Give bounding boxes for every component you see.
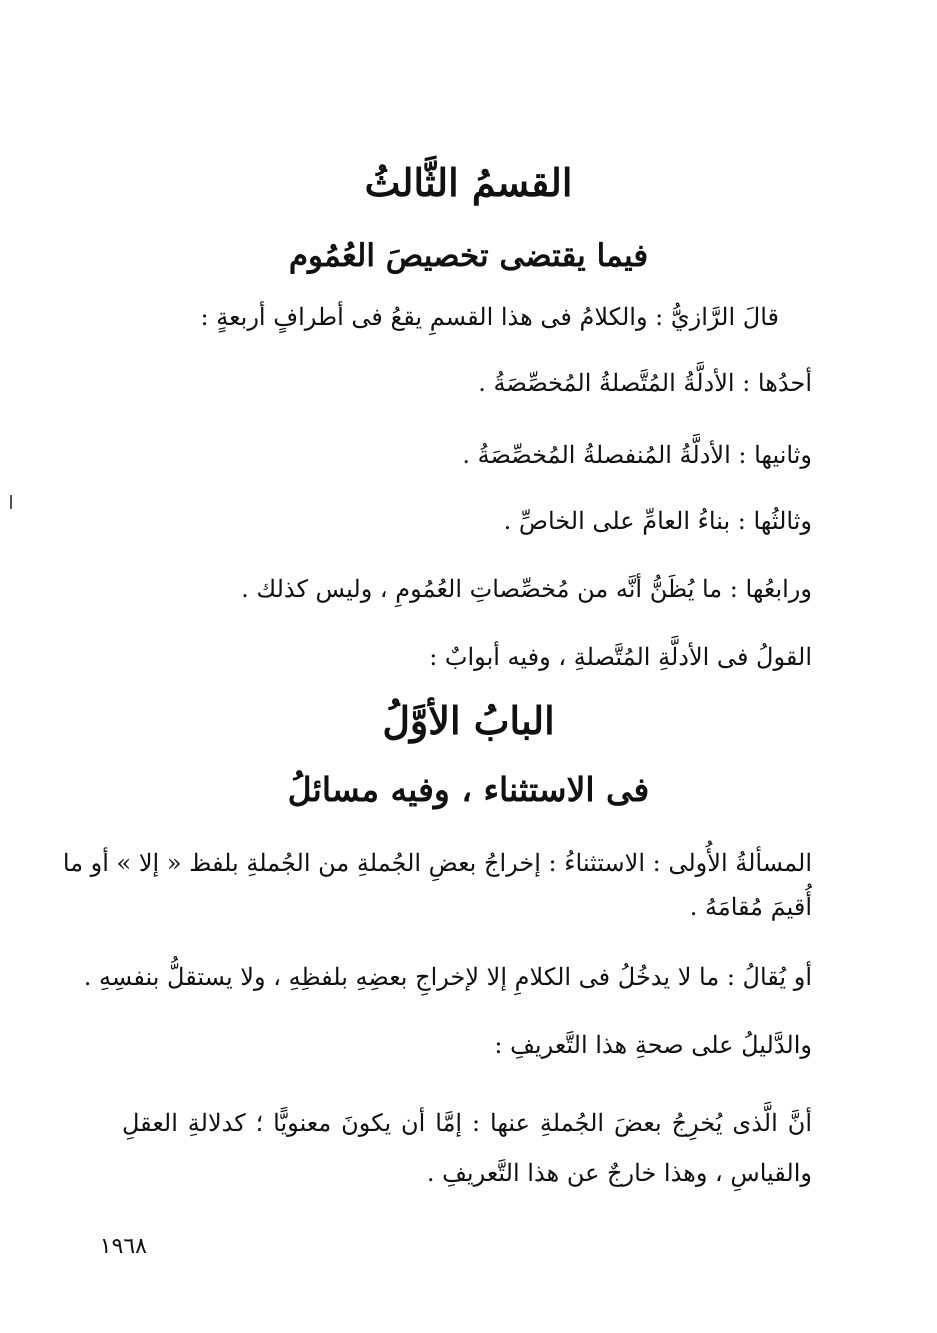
alternative-definition: أو يُقالُ : ما لا يدخُلُ فى الكلامِ إلا لإخراجِ بعضِهِ بلفظِهِ ، ولا يستقلُّ بنفسِهِ . bbox=[83, 963, 812, 991]
list-item-third: وثالثُها : بناءُ العامِّ على الخاصِّ . bbox=[503, 507, 812, 535]
part-subtitle: فيما يقتضى تخصيصَ العُمُوم bbox=[288, 238, 649, 274]
chapter-subtitle: فى الاستثناء ، وفيه مسائلُ bbox=[287, 770, 650, 809]
chapter-title: البابُ الأوَّلُ bbox=[382, 698, 555, 743]
issue-definition-line-1: المسألةُ الأُولى : الاستثناءُ : إخراجُ بعضِ الجُملةِ من الجُملةِ بلفظ « إلا » أو ما bbox=[62, 849, 812, 877]
scan-edge-mark bbox=[10, 495, 12, 509]
list-item-first: أحدُها : الأدلَّةُ المُتَّصلةُ المُخصِّصَةُ . bbox=[478, 369, 812, 397]
proof-line-2: والقياسِ ، وهذا خارجٌ عن هذا التَّعريفِ . bbox=[426, 1159, 812, 1187]
issue-definition-line-2: أُقيمَ مُقامَهُ . bbox=[689, 893, 812, 921]
list-item-second: وثانيها : الأدلَّةُ المُنفصلةُ المُخصِّصَةُ . bbox=[462, 441, 812, 469]
proof-intro: والدَّليلُ على صحةِ هذا التَّعريفِ : bbox=[494, 1031, 812, 1059]
proof-line-1: أنَّ الَّذى يُخرِجُ بعضَ الجُملةِ عنها : إمَّا أن يكونَ معنويًّا ؛ كدلالةِ العقلِ bbox=[122, 1109, 812, 1137]
page-number: ١٩٦٨ bbox=[99, 1234, 147, 1259]
list-item-fourth: ورابعُها : ما يُظَنُّ أنَّه من مُخصِّصاتِ العُمُومِ ، وليس كذلك . bbox=[241, 575, 812, 603]
transition-line: القولُ فى الأدلَّةِ المُتَّصلةِ ، وفيه أبوابٌ : bbox=[429, 643, 812, 671]
part-title: القسمُ الثَّالثُ bbox=[364, 160, 573, 205]
intro-paragraph: قالَ الرَّازيُّ : والكلامُ فى هذا القسمِ يقعُ فى أطرافٍ أربعةٍ : bbox=[200, 303, 779, 331]
